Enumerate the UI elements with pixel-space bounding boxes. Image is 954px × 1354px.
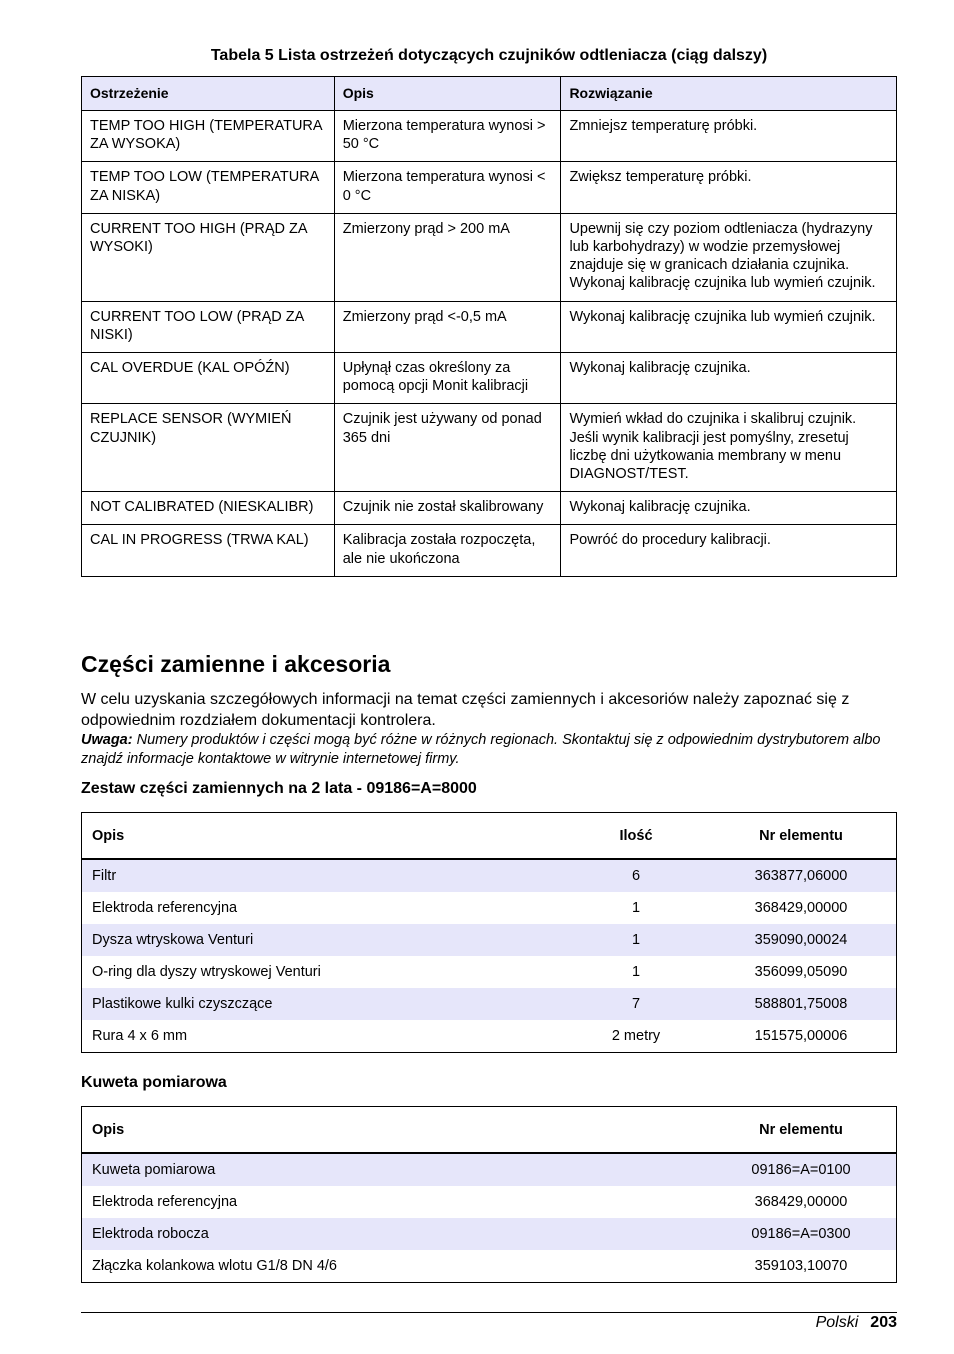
description-cell: Zmierzony prąd <-0,5 mA [334, 301, 561, 352]
description-cell: Mierzona temperatura wynosi < 0 °C [334, 162, 561, 213]
solution-cell: Powróć do procedury kalibracji. [561, 525, 897, 576]
quantity-cell: 1 [631, 900, 641, 916]
table-row [82, 492, 897, 525]
header-quantity: Ilość [566, 813, 706, 860]
table-row [82, 404, 897, 492]
header-description: Opis [82, 1107, 707, 1154]
warning-cell: TEMP TOO LOW (TEMPERATURA ZA NISKA) [82, 162, 335, 213]
description-cell: Kuweta pomiarowa [82, 1153, 707, 1186]
table-row [82, 162, 897, 213]
warning-cell: NOT CALIBRATED (NIESKALIBR) [82, 492, 335, 525]
description-cell: Filtr [82, 859, 567, 892]
cell-title: Kuweta pomiarowa [81, 1074, 227, 1091]
quantity-cell: 1 [631, 964, 641, 980]
table-row [82, 353, 897, 404]
cell-header-row [82, 1107, 897, 1154]
description-cell: Elektroda referencyjna [92, 900, 238, 916]
kit-table [81, 812, 897, 1053]
warning-cell: REPLACE SENSOR (WYMIEŃ CZUJNIK) [82, 404, 335, 492]
table-row [82, 525, 897, 576]
solution-cell: Zmniejsz temperaturę próbki. [561, 111, 897, 162]
table-row [82, 988, 897, 1020]
description-cell: Kalibracja została rozpoczęta, ale nie ukończona [334, 525, 561, 576]
intro-paragraph: W celu uzyskania szczegółowych informacji na temat części zamiennych i akcesoriów należy zapoznać się z odpowiednim rozdziałem dokumentacji kontrolera. [81, 691, 850, 729]
section-title: Części zamienne i akcesoria [81, 651, 391, 677]
note-text: Numery produktów i części mogą być różne w różnych regionach. Skontaktuj się z odpowiednim dystrybutorem albo znajdź informacje kontaktowe w witrynie internetowej firmy. [81, 732, 881, 767]
header-description: Opis [82, 813, 567, 860]
warning-cell: CAL OVERDUE (KAL OPÓŹN) [82, 353, 335, 404]
warning-cell: CURRENT TOO LOW (PRĄD ZA NISKI) [82, 301, 335, 352]
header-item-number: Nr elementu [706, 813, 897, 860]
note-label: Uwaga: [81, 732, 133, 748]
item-number-cell: 151575,00006 [754, 1028, 848, 1044]
page-number: 203 [870, 1314, 897, 1331]
footer-divider [81, 1312, 897, 1313]
item-number-cell: 356099,05090 [754, 964, 848, 980]
description-cell: Mierzona temperatura wynosi > 50 °C [334, 111, 561, 162]
description-cell: Dysza wtryskowa Venturi [82, 924, 567, 956]
solution-cell: Wymień wkład do czujnika i skalibruj czujnik. Jeśli wynik kalibracji jest pomyślny, zresetuj liczbę dni użytkowania membrany w menu DIAGNOST/TEST. [561, 404, 897, 492]
warning-cell: CAL IN PROGRESS (TRWA KAL) [82, 525, 335, 576]
table-row [82, 859, 897, 892]
page-footer [816, 1313, 897, 1333]
table-row [82, 1250, 897, 1283]
item-number-cell: 09186=A=0300 [706, 1218, 897, 1250]
header-description: Opis [334, 77, 561, 111]
header-warning: Ostrzeżenie [82, 77, 335, 111]
table-row [82, 301, 897, 352]
item-number-cell: 368429,00000 [754, 1194, 848, 1210]
table-row [82, 213, 897, 301]
solution-cell: Zwiększ temperaturę próbki. [561, 162, 897, 213]
solution-cell: Wykonaj kalibrację czujnika. [561, 492, 897, 525]
header-item-number: Nr elementu [706, 1107, 897, 1154]
table-row [82, 1020, 897, 1053]
description-cell: Zmierzony prąd > 200 mA [334, 213, 561, 301]
quantity-cell: 1 [566, 924, 706, 956]
note-paragraph [81, 731, 897, 769]
cell-table [81, 1106, 897, 1283]
item-number-cell: 359090,00024 [706, 924, 897, 956]
item-number-cell: 09186=A=0100 [706, 1153, 897, 1186]
quantity-cell: 2 metry [611, 1028, 661, 1044]
table-row [82, 956, 897, 988]
table-row [82, 1218, 897, 1250]
warning-cell: CURRENT TOO HIGH (PRĄD ZA WYSOKI) [82, 213, 335, 301]
table-row [82, 111, 897, 162]
item-number-cell: 368429,00000 [754, 900, 848, 916]
quantity-cell: 6 [566, 859, 706, 892]
quantity-cell: 7 [566, 988, 706, 1020]
table-row [82, 892, 897, 924]
kit-title: Zestaw części zamiennych na 2 lata - 09186=A=8000 [81, 780, 477, 797]
description-cell: Elektroda robocza [82, 1218, 707, 1250]
table-row [82, 924, 897, 956]
header-solution: Rozwiązanie [561, 77, 897, 111]
solution-cell: Upewnij się czy poziom odtleniacza (hydrazyny lub karbohydrazy) w wodzie przemysłowej znajduje się w granicach działania czujnika. Wykonaj kalibrację czujnika lub wymień czujnik. [561, 213, 897, 301]
description-cell: Elektroda referencyjna [92, 1194, 238, 1210]
warnings-table [81, 76, 897, 577]
table-caption: Tabela 5 Lista ostrzeżeń dotyczących czujników odtleniacza (ciąg dalszy) [210, 47, 768, 64]
table-row [82, 1153, 897, 1186]
description-cell: Złączka kolankowa wlotu G1/8 DN 4/6 [92, 1258, 337, 1274]
item-number-cell: 359103,10070 [754, 1258, 848, 1274]
kit-header-row [82, 813, 897, 860]
description-cell: Upłynął czas określony za pomocą opcji Monit kalibracji [334, 353, 561, 404]
warning-cell: TEMP TOO HIGH (TEMPERATURA ZA WYSOKA) [82, 111, 335, 162]
solution-cell: Wykonaj kalibrację czujnika. [561, 353, 897, 404]
description-cell: O-ring dla dyszy wtryskowej Venturi [92, 964, 321, 980]
footer-language: Polski [815, 1314, 859, 1331]
table-row [82, 1186, 897, 1218]
warnings-header-row [82, 77, 897, 111]
item-number-cell: 363877,06000 [706, 859, 897, 892]
description-cell: Plastikowe kulki czyszczące [82, 988, 567, 1020]
description-cell: Czujnik jest używany od ponad 365 dni [334, 404, 561, 492]
description-cell: Rura 4 x 6 mm [92, 1028, 188, 1044]
item-number-cell: 588801,75008 [706, 988, 897, 1020]
description-cell: Czujnik nie został skalibrowany [334, 492, 561, 525]
solution-cell: Wykonaj kalibrację czujnika lub wymień czujnik. [561, 301, 897, 352]
